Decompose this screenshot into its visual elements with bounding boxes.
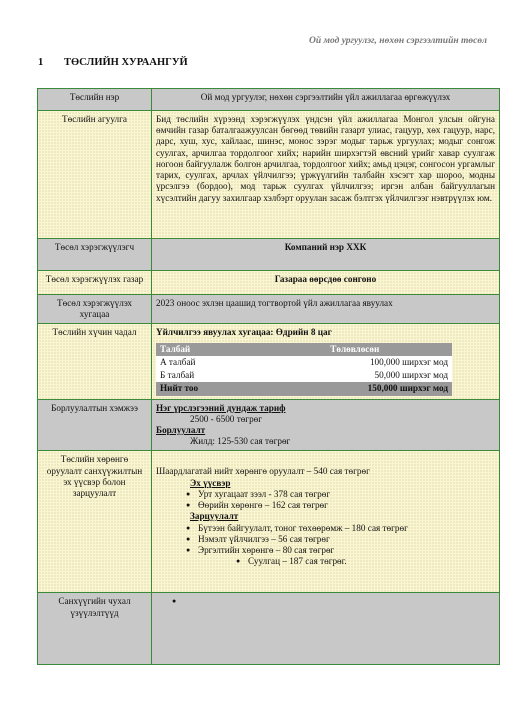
- use-heading: Зарцуулалт: [190, 511, 239, 522]
- value-finance: [152, 451, 500, 593]
- value-goal: Бид төслийн хүрээнд хэрэгжүүлэх үндсэн үйл ажиллагаа Монгол улсын ойгуна өмчийн газар баталгаажуулсан бөгөөд төвийн газарт улиас, гацуур, хөх гацуур, нарс, дарс, хуш, хус, хайлаас, шинэс, монос зэрэг модыг тарьж ургуулах; модыг сонгож суулгах, арчилгаа тордолгоог хийх; нарийн ширхэгтэй өвсний үрийг хавар суулгаж ногоон байгуулалж болгон арчилгаа, тордолгоог хийх; амьд цэцэг, сонгосон ургамлыг тарих, суулгах, арчлах үйлчилгээ; үржүүлгийн талбайн хэсэгт хар шороо, модны үрсэлгээ (бордоо), мод тарьж суулгах үйлчилгээ; иргэн албан байгууллагын хүсэлтийн дагуу захилгаар хэлбэрт оруулан засаж бэлтгэх үйлчилгээг нэвтрүүлэх юм.: [152, 111, 500, 239]
- tariff-heading: Нэг үрслэгээний дундаж тариф: [156, 402, 286, 413]
- label-name: Төслийн нэр: [38, 89, 152, 111]
- capacity-heading: Үйлчилгээ явуулах хугацаа: Өдрийн 8 цаг: [156, 327, 332, 338]
- list-item: ● Бүтээн байгуулалт, тоног төхөөрөмж – 180 сая төгрөг: [156, 523, 495, 534]
- value-location: Газараа өөрсдөө сонгоно: [152, 271, 500, 295]
- source-heading: Эх үүсвэр: [190, 477, 231, 488]
- row-duration: [38, 295, 500, 324]
- finance-total: Шаардлагатай нийт хөрөнгө оруулалт – 540 сая төгрөг: [156, 466, 370, 477]
- label-implementer: Төсөл хэрэгжүүлэгч: [38, 239, 152, 271]
- label-goal: Төслийн агуулга: [38, 111, 152, 239]
- label-sales: Борлуулалтын хэмжээ: [38, 399, 152, 451]
- value-duration: 2023 оноос эхлэн цаашид тогтвортой үйл ажиллагаа явуулах: [152, 295, 500, 324]
- row-indicators: [38, 593, 500, 665]
- label-capacity: Төслийн хүчин чадал: [38, 324, 152, 399]
- row-capacity: [38, 324, 500, 399]
- capacity-col-planned: Төлөвлөсөн: [258, 343, 452, 356]
- summary-table: [37, 88, 500, 665]
- list-item: ● Урт хугацаат зээл - 378 сая төгрөг: [156, 489, 495, 500]
- running-header: Ой мод ургуулэг, нөхөн сэргээлтийн төсөл: [308, 36, 487, 46]
- label-duration: Төсөл хэрэгжүүлэх хугацаа: [38, 295, 152, 324]
- list-item: ● Эргэлтийн хөрөнгө – 80 сая төгрөг: [156, 545, 495, 556]
- label-finance: Төслийн хөрөнгө оруулалт санхүүжилтын эх үүсвэр болон зарцуулалт: [38, 451, 152, 593]
- capacity-amount: 100,000 ширхэг мод: [258, 356, 452, 369]
- list-item: ● Өөрийн хөрөнгө – 162 сая төгрөг: [156, 500, 495, 511]
- capacity-header-row: [156, 343, 452, 356]
- source-list: [156, 489, 495, 511]
- section-heading: [38, 57, 188, 68]
- row-implementer: [38, 239, 500, 271]
- use-list: [156, 523, 495, 568]
- row-location: [38, 271, 500, 295]
- list-item: ● Суулгац – 187 сая төгрөг.: [156, 556, 495, 567]
- capacity-col-area: Талбай: [156, 343, 258, 356]
- value-indicators: [152, 593, 500, 665]
- capacity-row: [156, 369, 452, 382]
- empty-bullet: [156, 596, 495, 607]
- value-name: Ой мод ургуулэг, нөхөн сэргээлтийн үйл ажиллагаа өргөжүүлэх: [152, 89, 500, 111]
- section-number: 1: [38, 57, 44, 68]
- label-location: Төсөл хэрэгжүүлэх газар: [38, 271, 152, 295]
- value-sales: [152, 399, 500, 451]
- label-indicators: Санхүүгийн чухал үзүүлэлтүүд: [38, 593, 152, 665]
- capacity-total-row: [156, 382, 452, 395]
- capacity-amount: 50,000 ширхэг мод: [258, 369, 452, 382]
- capacity-total-value: 150,000 ширхэг мод: [258, 382, 452, 395]
- value-capacity: [152, 324, 500, 399]
- capacity-area: А талбай: [156, 356, 258, 369]
- row-finance: [38, 451, 500, 593]
- sales-heading: Борлуулалт: [156, 424, 206, 435]
- row-sales: [38, 399, 500, 451]
- value-implementer: Компаний нэр ХХК: [152, 239, 500, 271]
- section-title: ТӨСЛИЙН ХУРААНГУЙ: [64, 57, 188, 68]
- capacity-table: [156, 343, 452, 396]
- capacity-area: Б талбай: [156, 369, 258, 382]
- row-name: [38, 89, 500, 111]
- capacity-row: [156, 356, 452, 369]
- tariff-value: 2500 - 6500 төгрөг: [190, 413, 263, 424]
- sales-value: Жилд: 125-530 сая төгрөг: [190, 436, 291, 447]
- capacity-total-label: Нийт тоо: [156, 382, 258, 395]
- row-goal: [38, 111, 500, 239]
- list-item: ● Нэмэлт үйлчилгээ – 56 сая төгрөг: [156, 534, 495, 545]
